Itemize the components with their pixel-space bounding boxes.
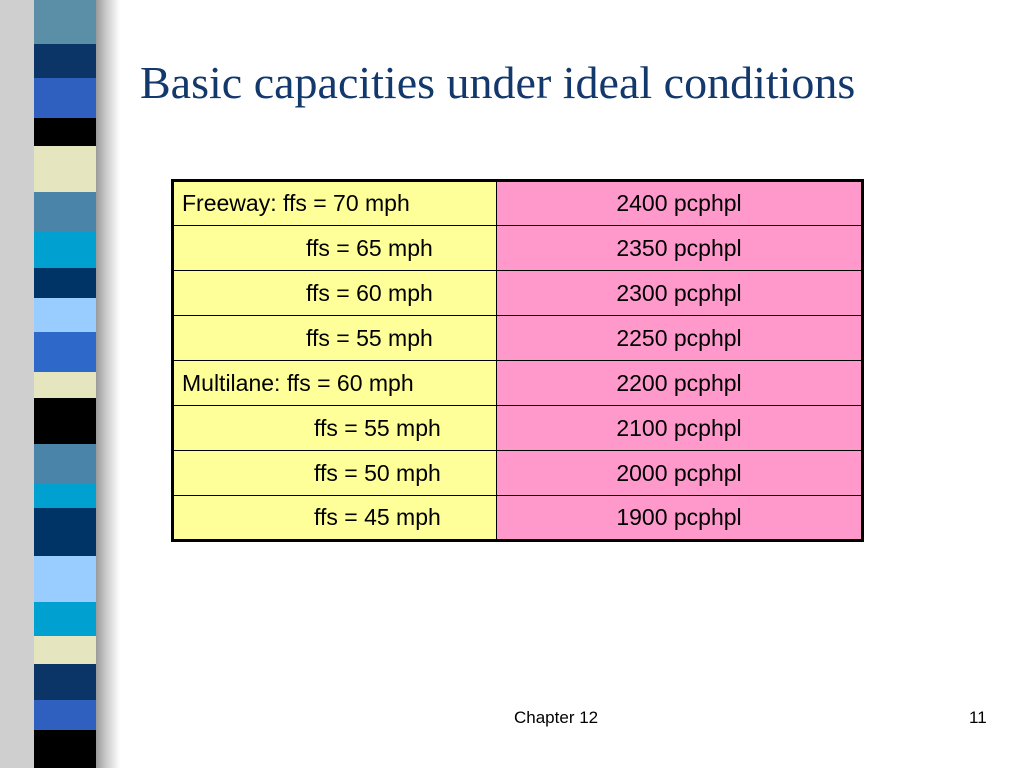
capacity-cell: 1900 pcphpl xyxy=(497,496,863,541)
table-row xyxy=(173,181,863,226)
capacity-table xyxy=(171,179,864,542)
stripe-segment xyxy=(34,372,96,398)
capacity-cell: 2400 pcphpl xyxy=(497,181,863,226)
stripe-base xyxy=(0,0,34,768)
table-row xyxy=(173,451,863,496)
stripe-segment xyxy=(34,508,96,556)
stripe-segment xyxy=(34,398,96,444)
footer-chapter: Chapter 12 xyxy=(514,708,599,727)
stripe-segment xyxy=(34,332,96,372)
stripe-segment xyxy=(34,78,96,118)
slide-title: Basic capacities under ideal conditions xyxy=(140,57,856,108)
stripe-segment xyxy=(34,146,96,192)
stripe-segment xyxy=(34,298,96,332)
road-type-cell: ffs = 50 mph xyxy=(173,451,497,496)
decorative-stripe-bar xyxy=(0,0,120,768)
table-row xyxy=(173,496,863,541)
road-type-cell: ffs = 65 mph xyxy=(173,226,497,271)
stripe-segment xyxy=(34,44,96,78)
road-type-cell: Multilane: ffs = 60 mph xyxy=(173,361,497,406)
capacity-cell: 2000 pcphpl xyxy=(497,451,863,496)
capacity-cell: 2350 pcphpl xyxy=(497,226,863,271)
capacity-cell: 2250 pcphpl xyxy=(497,316,863,361)
road-type-cell: ffs = 55 mph xyxy=(173,406,497,451)
stripe-segment xyxy=(34,268,96,298)
table-row xyxy=(173,226,863,271)
stripe-segment xyxy=(34,556,96,602)
table-row xyxy=(173,316,863,361)
table-row xyxy=(173,406,863,451)
capacity-table-body xyxy=(173,181,863,541)
road-type-cell: ffs = 60 mph xyxy=(173,271,497,316)
capacity-cell: 2300 pcphpl xyxy=(497,271,863,316)
stripe-segment xyxy=(34,444,96,484)
capacity-cell: 2200 pcphpl xyxy=(497,361,863,406)
stripe-shadow xyxy=(96,0,120,768)
stripe-segment xyxy=(34,664,96,700)
stripe-segment xyxy=(34,118,96,146)
table-row xyxy=(173,271,863,316)
stripe-segment xyxy=(34,602,96,636)
road-type-cell: ffs = 45 mph xyxy=(173,496,497,541)
stripe-segment xyxy=(34,484,96,508)
stripe-segment xyxy=(34,232,96,268)
page-number: 11 xyxy=(969,708,987,727)
road-type-cell: ffs = 55 mph xyxy=(173,316,497,361)
stripe-segment xyxy=(34,730,96,768)
stripe-segment xyxy=(34,0,96,44)
table-row xyxy=(173,361,863,406)
capacity-cell: 2100 pcphpl xyxy=(497,406,863,451)
road-type-cell: Freeway: ffs = 70 mph xyxy=(173,181,497,226)
stripe-segment xyxy=(34,700,96,730)
stripe-segment xyxy=(34,192,96,232)
stripe-segment xyxy=(34,636,96,664)
